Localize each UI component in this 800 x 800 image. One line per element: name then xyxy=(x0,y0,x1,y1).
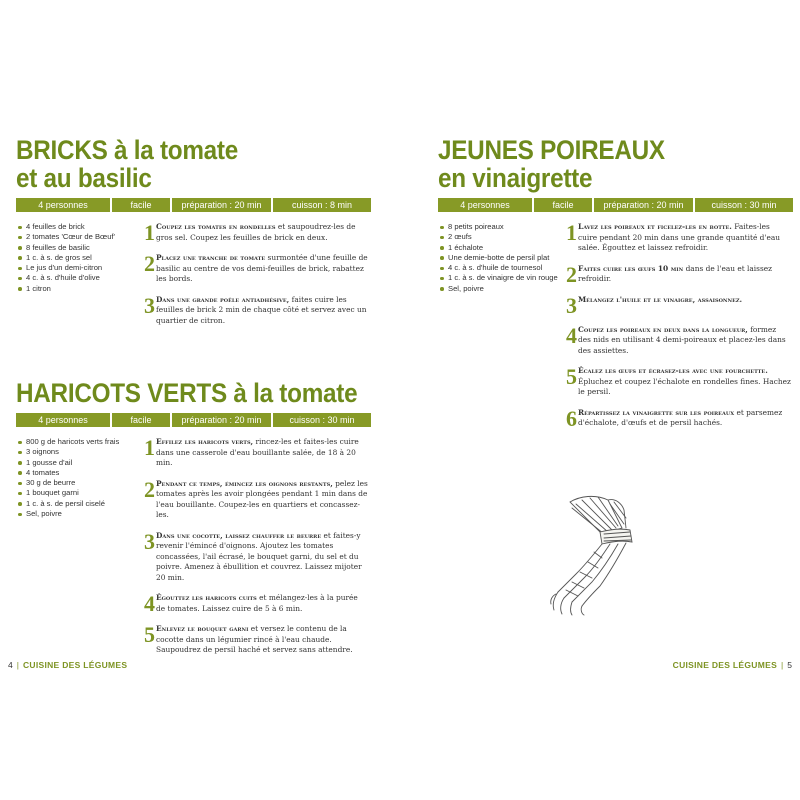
step-rest: et versez le contenu de la cocotte dans un légumier rincé à l'eau chaude. Saupoudrez de persil haché et servez sans attendre. xyxy=(156,624,353,654)
right-page xyxy=(400,0,800,800)
prep-time: préparation : 20 min xyxy=(594,198,695,212)
step-lead: Enlevez le bouquet garni xyxy=(156,624,249,633)
step-text xyxy=(156,593,369,614)
prep-time: préparation : 20 min xyxy=(172,198,273,212)
ingredient-item: 1 c. à s. de vinaigre de vin rouge xyxy=(440,273,566,283)
section-name: CUISINE DES LÉGUMES xyxy=(672,660,778,670)
servings: 4 personnes xyxy=(16,413,112,427)
step xyxy=(144,437,369,469)
servings: 4 personnes xyxy=(16,198,112,212)
servings: 4 personnes xyxy=(438,198,534,212)
step-number: 1 xyxy=(144,435,155,460)
step xyxy=(566,222,791,254)
step xyxy=(566,261,791,287)
step-lead: Pendant ce temps, émincez les oignons restants, xyxy=(156,478,333,488)
cook-time: cuisson : 30 min xyxy=(289,415,355,425)
ingredient-item: 30 g de beurre xyxy=(18,478,144,488)
recipe-title xyxy=(16,136,336,192)
step-text xyxy=(578,325,791,357)
step-rest: formez des nids en utilisant 4 demi-poireaux et placez-les dans des assiettes. xyxy=(578,324,786,355)
recipe-haricots xyxy=(16,379,371,666)
ingredient-item: 1 bouquet garni xyxy=(18,488,144,498)
step-rest: pelez les tomates après les avoir plongées pendant 1 min dans de l'eau bouillante. Coupez-les en quartiers et concassez-les. xyxy=(156,478,368,519)
cook-time: cuisson : 30 min xyxy=(711,200,777,210)
step-lead: Dans une cocotte, laissez chauffer le beurre xyxy=(156,530,322,540)
step-rest: Épluchez et coupez l'échalote en rondelles fines. Hachez le persil. xyxy=(578,376,791,396)
step-text xyxy=(156,531,369,584)
step-text xyxy=(156,437,369,469)
recipe-body xyxy=(438,222,793,439)
step-number: 4 xyxy=(566,322,577,348)
ingredient-item: 8 feuilles de basilic xyxy=(18,243,144,253)
prep-time: préparation : 20 min xyxy=(172,413,273,427)
step-number: 6 xyxy=(566,405,577,431)
step-text xyxy=(156,624,369,656)
step-lead: Placez une tranche de tomate xyxy=(156,253,266,262)
step-lead: Coupez les tomates en rondelles xyxy=(156,222,276,231)
step xyxy=(566,405,791,431)
step-rest: rincez-les et faites-les cuire dans une casserole d'eau bouillante salée, de 18 à 20 min. xyxy=(156,437,359,467)
recipe-body xyxy=(16,437,371,666)
ingredient-item: 4 tomates xyxy=(18,468,144,478)
ingredient-item: 8 petits poireaux xyxy=(440,222,566,232)
step-number: 5 xyxy=(144,622,155,647)
footer-separator: | xyxy=(16,660,19,670)
step-lead: Effilez les haricots verts, xyxy=(156,437,254,446)
steps xyxy=(144,222,369,336)
title-line-1: HARICOTS VERTS à la tomate xyxy=(16,378,358,408)
title-line-1: BRICKS à la tomate xyxy=(16,135,239,165)
ingredient-item: Sel, poivre xyxy=(440,284,566,294)
step-rest: et parsemez d'échalote, d'œufs et de persil hachés. xyxy=(578,407,783,427)
step xyxy=(144,593,369,614)
step-number: 3 xyxy=(566,292,577,318)
step-lead: Égouttez les haricots cuits xyxy=(156,593,257,602)
info-bar xyxy=(16,413,371,427)
ingredient-item: 4 feuilles de brick xyxy=(18,222,144,232)
ingredients-list xyxy=(16,437,144,666)
recipe-title xyxy=(438,136,758,192)
page-footer xyxy=(8,659,127,671)
ingredient-item: 1 échalote xyxy=(440,243,566,253)
title-line-1: JEUNES POIREAUX xyxy=(438,135,665,165)
steps xyxy=(144,437,369,666)
step xyxy=(566,292,791,318)
step-number: 3 xyxy=(144,528,155,554)
step-number: 5 xyxy=(566,364,577,389)
ingredients-list xyxy=(438,222,566,439)
step-lead: Coupez les poireaux en deux dans la longueur, xyxy=(578,324,748,334)
page-number: 5 xyxy=(787,660,792,670)
ingredient-item: Une demie-botte de persil plat xyxy=(440,253,566,263)
step-rest: dans de l'eau et laissez refroidir. xyxy=(578,263,773,283)
footer-separator: | xyxy=(781,660,784,670)
step xyxy=(144,292,369,327)
step-number: 1 xyxy=(566,220,577,245)
step-text xyxy=(156,295,369,327)
step xyxy=(144,528,369,584)
info-bar xyxy=(438,198,793,212)
step-text xyxy=(156,479,369,521)
step-number: 2 xyxy=(144,476,155,502)
step-rest: faites cuire les feuilles de brick 2 min de chaque côté et servez avec un quartier de citron. xyxy=(156,294,367,325)
recipe-bricks xyxy=(16,136,371,336)
recipe-body xyxy=(16,222,371,336)
step xyxy=(144,624,369,656)
step-lead: Faites cuire les œufs 10 min xyxy=(578,263,684,273)
step-rest: et saupoudrez-les de gros sel. Coupez les feuilles de brick en deux. xyxy=(156,222,356,242)
leek-bundle-illustration xyxy=(550,488,675,616)
cook-time: cuisson : 8 min xyxy=(291,200,353,210)
difficulty: facile xyxy=(112,198,172,212)
step-rest: et mélangez-les à la purée de tomates. Laissez cuire de 5 à 6 min. xyxy=(156,593,358,613)
step-rest: Faites-les cuire pendant 20 min dans une grande quantité d'eau salée. Égouttez et laissez refroidir. xyxy=(578,222,780,252)
ingredient-item: 4 c. à s. d'huile de tournesol xyxy=(440,263,566,273)
step-number: 4 xyxy=(144,591,155,616)
ingredient-item: 2 tomates 'Cœur de Bœuf' xyxy=(18,232,144,242)
recipe-title xyxy=(16,378,358,408)
step xyxy=(566,366,791,398)
ingredient-item: Le jus d'un demi-citron xyxy=(18,263,144,273)
ingredients-list xyxy=(16,222,144,336)
ingredient-item: 4 c. à s. d'huile d'olive xyxy=(18,273,144,283)
ingredient-item: 3 oignons xyxy=(18,447,144,457)
ingredient-item: 1 c. à s. de gros sel xyxy=(18,253,144,263)
step-number: 1 xyxy=(144,220,155,245)
ingredient-item: 2 œufs xyxy=(440,232,566,242)
step-lead: Mélangez l'huile et le vinaigre, assaisonnez. xyxy=(578,294,743,304)
step xyxy=(566,322,791,357)
difficulty: facile xyxy=(112,413,172,427)
step-rest: surmontée d'une feuille de basilic au centre de vos demi-feuilles de brick, rabattez les bords. xyxy=(156,253,368,283)
step-text xyxy=(578,408,791,429)
page-number: 4 xyxy=(8,660,13,670)
step-text xyxy=(578,366,791,398)
step-rest: et faites-y revenir l'émincé d'oignons. Ajoutez les tomates concassées, l'ail écrasé, le bouquet garni, du sel et du poivre. Amenez à ébullition et couvrez. Laissez mijoter 20 min. xyxy=(156,530,362,582)
step-lead: Dans une grande poêle antiadhésive, xyxy=(156,294,290,304)
page-footer xyxy=(673,659,792,671)
section-name: CUISINE DES LÉGUMES xyxy=(22,660,128,670)
step-text xyxy=(578,295,791,315)
steps xyxy=(566,222,791,439)
step-lead: Répartissez la vinaigrette sur les poireaux xyxy=(578,407,735,417)
info-bar xyxy=(16,198,371,212)
ingredient-item: 800 g de haricots verts frais xyxy=(18,437,144,447)
ingredient-item: Sel, poivre xyxy=(18,509,144,519)
ingredient-item: 1 c. à s. de persil ciselé xyxy=(18,499,144,509)
step-number: 2 xyxy=(144,251,155,276)
title-line-2: en vinaigrette xyxy=(438,163,593,193)
step-text xyxy=(156,222,369,243)
step xyxy=(144,476,369,521)
step xyxy=(144,222,369,243)
step-text xyxy=(578,222,791,254)
ingredient-item: 1 gousse d'ail xyxy=(18,458,144,468)
step-lead: Lavez les poireaux et ficelez-les en botte. xyxy=(578,222,732,231)
ingredient-item: 1 citron xyxy=(18,284,144,294)
step-number: 2 xyxy=(566,261,577,287)
step xyxy=(144,253,369,285)
step-number: 3 xyxy=(144,292,155,318)
step-text xyxy=(156,253,369,285)
step-text xyxy=(578,264,791,285)
title-line-2: et au basilic xyxy=(16,163,152,193)
recipe-poireaux xyxy=(438,136,793,439)
step-lead: Écalez les œufs et écrasez-les avec une fourchette. xyxy=(578,366,768,375)
difficulty: facile xyxy=(534,198,594,212)
